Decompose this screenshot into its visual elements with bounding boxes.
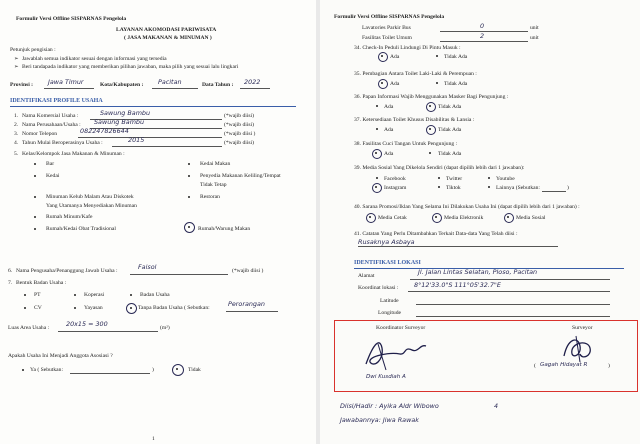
option-mobile-food[interactable]: Penyedia Makanan Keliling/Tempat: [200, 173, 281, 179]
form-title: LAYANAN AKOMODASI PARIWISATA: [116, 27, 217, 33]
coordinator-name: Dwi Kusdiah A: [366, 374, 406, 380]
coordinator-signature: [360, 334, 430, 374]
arrow-icon: ➢: [14, 64, 19, 70]
option-bar[interactable]: Bar: [46, 161, 55, 167]
option-social-media[interactable]: Media Sosial: [516, 215, 546, 221]
latitude-label: Latitude: [380, 298, 399, 304]
phone-label: Nomor Telepon: [22, 131, 58, 137]
selected-circle-mark: [372, 149, 382, 159]
question-34: 34. Check-In Peduli Lindungi Di Pintu Masuk :: [354, 45, 461, 51]
option-ada[interactable]: Ada: [390, 81, 400, 87]
selected-circle-mark: [426, 125, 436, 135]
option-badan-usaha[interactable]: Badan Usaha: [140, 292, 170, 298]
option-tiktok[interactable]: Tiktok: [446, 185, 461, 191]
question-37: 37. Ketersediaan Toilet Khusus Disabilitas & Lansia :: [354, 117, 475, 123]
question-39: 39. Media Sosial Yang Dikelola Sendiri (dapat dipilih lebih dari 1 jawaban):: [354, 165, 525, 171]
surveyor-signature: [558, 332, 598, 366]
option-nightclub-cont: Yang Utamanya Menyediakan Minuman: [46, 203, 137, 209]
province-value[interactable]: Jawa Timur: [48, 78, 84, 86]
required-note: (*wajib diisi): [224, 140, 254, 146]
unit-label: unit: [530, 25, 539, 31]
owner-name-label: Nama Pengusaha/Penanggung Jawab Usaha :: [16, 268, 118, 274]
option-bullet[interactable]: [188, 175, 190, 177]
option-pt[interactable]: PT: [34, 292, 41, 298]
option-facebook[interactable]: Facebook: [384, 176, 406, 182]
option-tidak-ada[interactable]: Tidak Ada: [444, 81, 468, 87]
option-bullet[interactable]: [34, 216, 36, 218]
question-41: 41. Catatan Yang Perlu Ditambahkan Terkait Data-data Yang Telah diisi :: [354, 231, 518, 237]
option-ada[interactable]: Ada: [384, 127, 394, 133]
start-year-label: Tahun Mulai Beroperasinya Usaha :: [22, 140, 103, 146]
option-bullet[interactable]: [438, 177, 440, 179]
selected-circle-mark: [378, 52, 388, 62]
option-tanpa-badan-usaha[interactable]: Tanpa Badan Usaha ( Sebutkan:: [138, 305, 210, 311]
phone-value[interactable]: 082247826644: [80, 127, 129, 135]
page-header: Formulir Versi Offline SISPARNAS Pengelola: [16, 16, 127, 22]
footer-note-line1: Diisi/Hadir : Ayika Aldr Wibowo: [340, 402, 439, 410]
footer-note-line2: Jawabannya: Jiwa Rawak: [340, 416, 419, 424]
option-electronic-media[interactable]: Media Elektronik: [444, 215, 484, 221]
option-nightclub[interactable]: Minuman Kelub Malam Atau Diskotek: [46, 194, 134, 200]
surveyor-label: Surveyor: [572, 325, 593, 331]
form-page-right: Formulir Versi Offline SISPARNAS Pengelola Lavatories Parkir Bus 0 unit Fasilitas Toilet Umum 2 unit 34. Check-In Peduli Lindungi Di Pintu Masuk : Ada Tidak Ada 35. Pembagian Antara Toilet Laki-Laki & Perempuan : Ada Tidak Ada 36. Papan Informasi Wajib Menggunakan Masker Bagi Pengunjung : Ada Tidak Ada 37. Ketersediaan Toilet Khusus Disabilitas & Lansia : Ada Tidak Ada 38. Fasilitas Cuci Tangan Untuk Pengunjung : Ada Tidak Ada 39. Media Sosial Yang Dikelola Sendiri (dapat dipilih lebih dari 1 jawaban): Facebook Twitter Youtube Instagram Tiktok Lainnya (Sebutkan: ) 40. Sarana Promosi/Iklan Yang Selama Ini Dilakukan Usaha Ini (dapat dipilih lebih dari 1 jawaban) : Media Cetak Media Elektronik Media Sosial 41. Catatan Yang Perlu Ditambahkan Terkait Data-data Yang Telah diisi : Rusaknya Asbaya IDENTIFIKASI LOKASI Alamat Jl. Jalan Lintas Selatan, Ploso, Pacitan Koordinat lokasi : 8°12'33.0"S 111°05'32.7"E Latitude Longitude Koordinator Surveyor Surveyor Dwi Kusdiah A ( Gagah Hidayat R ) Diisi/Hadir : Ayika Aldr Wibowo 4 Jawabannya: Jiwa Rawak: [320, 0, 640, 444]
option-bullet[interactable]: [34, 228, 36, 230]
required-note: (*wajib diisi ): [224, 131, 256, 137]
option-bullet[interactable]: [34, 175, 36, 177]
option-print-media[interactable]: Media Cetak: [378, 215, 407, 221]
instruction-item: Jawablah semua indikator sesuai dengan informasi yang tersedia: [22, 56, 167, 62]
field-number: 6.: [8, 268, 13, 274]
longitude-label: Longitude: [378, 310, 401, 316]
option-bullet[interactable]: [130, 294, 132, 296]
required-note: (*wajib diisi): [224, 122, 254, 128]
question-35: 35. Pembagian Antara Toilet Laki-Laki & Perempuan :: [354, 71, 477, 77]
option-tidak-ada[interactable]: Tidak Ada: [438, 151, 462, 157]
option-bullet[interactable]: [188, 196, 190, 198]
option-restoran[interactable]: Restoran: [200, 194, 220, 200]
form-subtitle: ( JASA MAKANAN & MINUMAN ): [124, 35, 212, 41]
option-kedai[interactable]: Kedai: [46, 173, 60, 179]
question-38: 38. Fasilitas Cuci Tangan Untuk Pengunjung :: [354, 141, 458, 147]
instructions-label: Petunjuk pengisian :: [10, 47, 56, 53]
area-value[interactable]: 20x15 = 300: [66, 320, 108, 328]
notes-value[interactable]: Rusaknya Asbaya: [358, 238, 415, 246]
field-number: 5.: [14, 151, 19, 157]
option-bullet[interactable]: [429, 152, 431, 154]
option-bullet[interactable]: [74, 294, 76, 296]
page-header: Formulir Versi Offline SISPARNAS Pengelola: [334, 14, 445, 20]
company-name-value[interactable]: Sawung Bambu: [94, 118, 145, 126]
public-toilet-label: Fasilitas Toilet Umum: [362, 35, 412, 41]
coordinate-value[interactable]: 8°12'33.0"S 111°05'32.7"E: [414, 281, 501, 289]
option-tidak-ada[interactable]: Tidak Ada: [438, 127, 462, 133]
option-bullet[interactable]: [436, 82, 438, 84]
section-location-title: IDENTIFIKASI LOKASI: [354, 260, 421, 266]
selected-circle-mark: [372, 183, 382, 193]
option-lainnya[interactable]: Lainnya (Sebutkan:: [496, 185, 540, 191]
option-bullet[interactable]: [376, 128, 378, 130]
arrow-icon: ➢: [14, 56, 19, 62]
public-toilet-value[interactable]: 2: [480, 32, 485, 40]
association-no-option: Tidak: [188, 367, 201, 373]
surveyor-name: Gagah Hidayat R: [540, 362, 588, 368]
city-label: Kota/Kabupaten :: [100, 82, 144, 88]
selected-circle-mark: [172, 364, 184, 376]
selected-circle-mark: [366, 213, 376, 223]
field-number: 3.: [14, 131, 19, 137]
bus-toilet-label: Lavatories Parkir Bus: [362, 25, 411, 31]
option-tidak-ada[interactable]: Tidak Ada: [438, 104, 462, 110]
selected-circle-mark: [504, 213, 514, 223]
year-label: Data Tahun :: [202, 82, 234, 88]
option-kedai-makan[interactable]: Kedai Makan: [200, 161, 231, 167]
field-number: 4.: [14, 140, 19, 146]
option-ada[interactable]: Ada: [384, 104, 394, 110]
option-bullet[interactable]: [22, 369, 24, 371]
field-number: 2.: [14, 122, 19, 128]
start-year-value[interactable]: 2015: [128, 136, 145, 144]
section-profile-title: IDENTIFIKASI PROFILE USAHA: [10, 98, 103, 104]
category-question: Kelas/Kelompok Jasa Makanan & Minuman :: [22, 151, 125, 157]
footer-note-number: 4: [494, 402, 499, 410]
option-warung-makan[interactable]: Rumah/Warung Makan: [198, 226, 251, 232]
option-bullet[interactable]: [188, 163, 190, 165]
required-note: (*wajib diisi): [224, 113, 254, 119]
area-label: Luas Area Usaha :: [8, 325, 50, 331]
business-form-label: Bentuk Badan Usaha :: [16, 280, 67, 286]
option-youtube[interactable]: Youtube: [496, 176, 515, 182]
option-mobile-food-cont: Tidak Tetap: [200, 182, 227, 188]
option-twitter[interactable]: Twitter: [446, 176, 463, 182]
commercial-name-value[interactable]: Sawung Bambu: [100, 109, 151, 117]
required-note: (*wajib diisi ): [232, 268, 264, 274]
owner-name-value[interactable]: Faisol: [138, 263, 157, 271]
question-40: 40. Sarana Promosi/Iklan Yang Selama Ini Dilakukan Usaha Ini (dapat dipilih lebih dari 1 jawaban) :: [354, 204, 580, 210]
selected-circle-mark: [426, 102, 436, 112]
selected-circle-mark: [378, 79, 388, 89]
form-page-left: Formulir Versi Offline SISPARNAS Pengelola LAYANAN AKOMODASI PARIWISATA ( JASA MAKANAN & MINUMAN ) Petunjuk pengisian : ➢ Jawablah semua indikator sesuai dengan informasi yang tersedia ➢ Beri tandapada indikator yang memberikan pilihan jawaban, maka pilih yang sesuai lalu lingkari Provinsi : Jawa Timur Kota/Kabupaten : Pacitan Data Tahun : 2022 IDENTIFIKASI PROFILE USAHA 1. Nama Komersial Usaha : Sawung Bambu (*wajib diisi) 2. Nama Perusahaan/Usaha : Sawung Bambu (*wajib diisi) 3. Nomor Telepon 082247826644 (*wajib diisi ) 4. Tahun Mulai Beroperasinya Usaha : 2015 (*wajib diisi) 5. Kelas/Kelompok Jasa Makanan & Minuman : Bar Kedai Minuman Kelub Malam Atau Diskotek Yang Utamanya Menyediakan Minuman Rumah Minum/Kafe Rumah/Kedai Obat Tradisional Kedai Makan Penyedia Makanan Keliling/Tempat Tidak Tetap Restoran Rumah/Warung Makan 6. Nama Pengusaha/Penanggung Jawab Usaha : Faisol (*wajib diisi ) 7. Bentuk Badan Usaha : PT Koperasi Badan Usaha CV Yayasan Tanpa Badan Usaha ( Sebutkan: Perorangan Luas Area Usaha : 20x15 = 300 (m²) Apakah Usaha Ini Menjadi Anggota Asosiasi ? Ya ( Sebutkan: ) Tidak 1: [0, 0, 316, 444]
bus-toilet-value[interactable]: 0: [480, 22, 485, 30]
option-koperasi[interactable]: Koperasi: [84, 292, 105, 298]
year-value[interactable]: 2022: [244, 78, 261, 86]
option-bullet[interactable]: [74, 307, 76, 309]
address-value[interactable]: Jl. Jalan Lintas Selatan, Ploso, Pacitan: [418, 268, 538, 276]
city-value[interactable]: Pacitan: [158, 78, 182, 86]
selected-circle-mark: [432, 213, 442, 223]
option-bullet[interactable]: [436, 55, 438, 57]
option-yayasan[interactable]: Yayasan: [84, 305, 103, 311]
option-instagram[interactable]: Instagram: [384, 185, 407, 191]
commercial-name-label: Nama Komersial Usaha :: [22, 113, 79, 119]
province-label: Provinsi :: [10, 82, 34, 88]
option-bullet[interactable]: [24, 294, 26, 296]
question-36: 36. Papan Informasi Wajib Menggunakan Masker Bagi Pengunjung :: [354, 94, 509, 100]
option-herbal[interactable]: Rumah/Kedai Obat Tradisional: [46, 226, 116, 232]
company-name-label: Nama Perusahaan/Usaha :: [22, 122, 81, 128]
instruction-item: Beri tandapada indikator yang memberikan pilihan jawaban, maka pilih yang sesuai lalu lingkari: [22, 64, 239, 70]
page-number: 1: [152, 436, 155, 442]
association-yes-option[interactable]: Ya ( Sebutkan:: [30, 367, 63, 373]
option-bullet[interactable]: [488, 186, 490, 188]
option-bullet[interactable]: [376, 177, 378, 179]
option-bullet[interactable]: [376, 105, 378, 107]
option-cv[interactable]: CV: [34, 305, 42, 311]
option-bullet[interactable]: [34, 163, 36, 165]
field-number: 1.: [14, 113, 19, 119]
business-form-other-value[interactable]: Perorangan: [228, 300, 265, 308]
option-cafe[interactable]: Rumah Minum/Kafe: [46, 214, 93, 220]
option-tidak-ada[interactable]: Tidak Ada: [444, 54, 468, 60]
option-bullet[interactable]: [24, 307, 26, 309]
area-unit: (m²): [160, 325, 170, 331]
unit-label: unit: [530, 35, 539, 41]
option-ada[interactable]: Ada: [384, 151, 394, 157]
option-bullet[interactable]: [438, 186, 440, 188]
association-question: Apakah Usaha Ini Menjadi Anggota Asosiasi ?: [8, 353, 113, 359]
coordinate-label: Koordinat lokasi :: [358, 285, 399, 291]
option-ada[interactable]: Ada: [390, 54, 400, 60]
address-label: Alamat: [358, 273, 375, 279]
option-bullet[interactable]: [488, 177, 490, 179]
field-number: 7.: [8, 280, 13, 286]
option-bullet[interactable]: [34, 196, 36, 198]
coordinator-surveyor-label: Koordinator Surveyor: [376, 325, 426, 331]
